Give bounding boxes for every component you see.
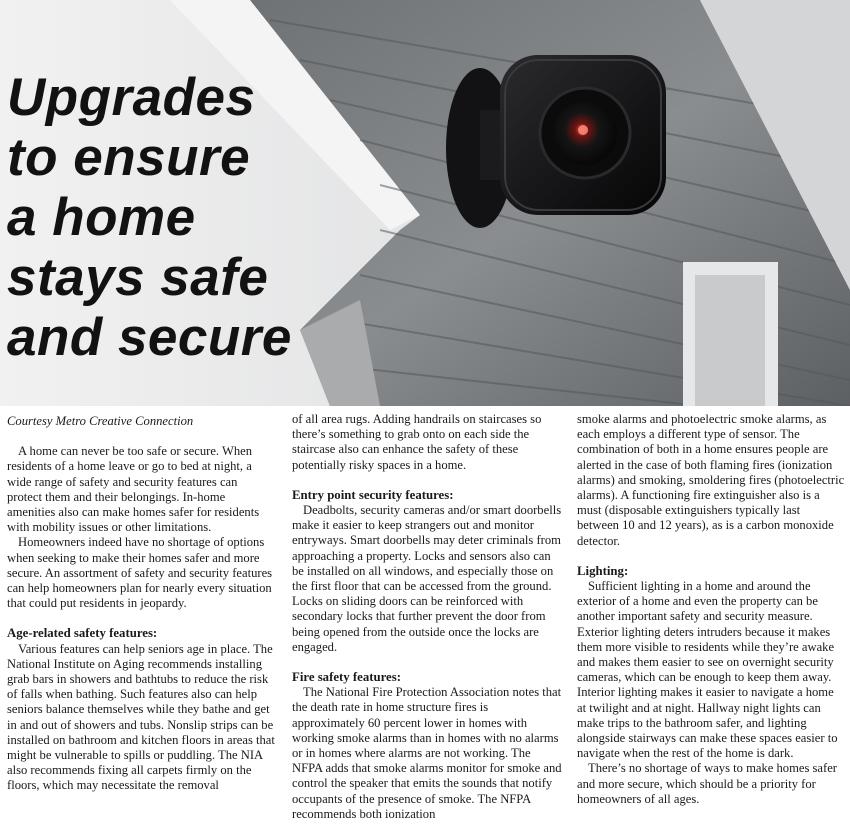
section-entry-paragraph-1: Deadbolts, security cameras and/or smart doorbells make it easier to keep strangers out and monitor entryways. Smart doorbells may deter criminals from approaching a property. Locks and sensors also can be installed on all windows, and especially those on the first floor that can be accessed from the ground. Locks on sliding doors can be reinforced with secondary locks that further prevent the door from being opened from the outside once the locks are engaged. bbox=[292, 503, 562, 654]
headline-line-4: stays safe bbox=[7, 248, 269, 307]
column-1 bbox=[7, 412, 275, 831]
intro-paragraph-2: Homeowners indeed have no shortage of options when seeking to make their homes safer and more secure. An assortment of safety and security features can help homeowners plan for nearly every situation that could put residents in jeopardy. bbox=[7, 535, 273, 611]
section-heading-fire: Fire safety features: bbox=[292, 670, 401, 685]
headline bbox=[7, 68, 292, 368]
section-heading-lighting: Lighting: bbox=[577, 563, 629, 578]
section-fire-paragraph-1: The National Fire Protection Association notes that the death rate in home structure fires is approximately 60 percent lower in homes with working smoke alarms than in homes with no alarms or in homes where alarms are not working. The NFPA adds that smoke alarms monitor for smoke and control the speaker that emits the sounds that notify occupants of the presence of smoke. The NFPA recommends both ionization bbox=[292, 685, 562, 821]
section-lighting-paragraph-1: Sufficient lighting in a home and around the exterior of a home and even the property can be another important safety and security measure. Exterior lighting deters intruders because it makes them more visible to residents while they’re awake and makes them easier to see on overnight security cameras, which can be enough to keep them away. Interior lighting makes it easier to navigate a home at twilight and at night. Hallway night lights can make trips to the bathroom safer, and lighting alongside stairways can make these spaces easier to navigate when the rest of the home is dark. bbox=[577, 579, 838, 761]
section-fire-continuation: smoke alarms and photoelectric smoke alarms, as each employs a different type of sensor. The combination of both in a home ensures people are alerted in the case of both flaming fires (ionization alarms) and smoking, smoldering fires (photoelectric alarms). A functioning fire extinguisher also is a must (disposable extinguishers typically last between 10 and 12 years), as is a carbon monoxide detector. bbox=[577, 412, 845, 548]
column-2 bbox=[292, 412, 562, 831]
hero-photo bbox=[0, 0, 850, 406]
section-age-continuation: of all area rugs. Adding handrails on staircases so there’s something to grab onto on each side the staircase also can enhance the safety of these potentially risky spaces in a home. bbox=[292, 412, 542, 472]
section-heading-entry: Entry point security features: bbox=[292, 487, 454, 502]
column-3 bbox=[577, 412, 845, 831]
section-heading-age: Age-related safety features: bbox=[7, 626, 158, 641]
headline-line-1: Upgrades bbox=[7, 68, 256, 127]
photo-credit: Courtesy Metro Creative Connection bbox=[7, 414, 194, 428]
headline-line-2: to ensure bbox=[7, 128, 251, 187]
headline-line-3: a home bbox=[7, 188, 196, 247]
section-lighting-paragraph-2: There’s no shortage of ways to make homes safer and more secure, which should be a priority for homeowners of all ages. bbox=[577, 761, 837, 806]
article-body bbox=[0, 412, 850, 831]
intro-paragraph-1: A home can never be too safe or secure. When residents of a home leave or go to bed at night, a wide range of safety and security features can protect them and their belongings. In-home amenities also can make homes safer for residents with mobility issues or other limitations. bbox=[7, 444, 260, 535]
headline-line-5: and secure bbox=[7, 308, 292, 367]
section-age-paragraph-1: Various features can help seniors age in place. The National Institute on Aging recommends installing grab bars in showers and bathtubs to reduce the risk of falls when bathing. Such features also can help seniors balance themselves while they bathe and get in and out of showers and tubs. Nonslip strips can be installed on bathroom and kitchen floors in areas that might be vulnerable to spills or puddling. The NIA also recommends fixing all carpets firmly on the floors, which may necessitate the removal bbox=[7, 641, 275, 793]
